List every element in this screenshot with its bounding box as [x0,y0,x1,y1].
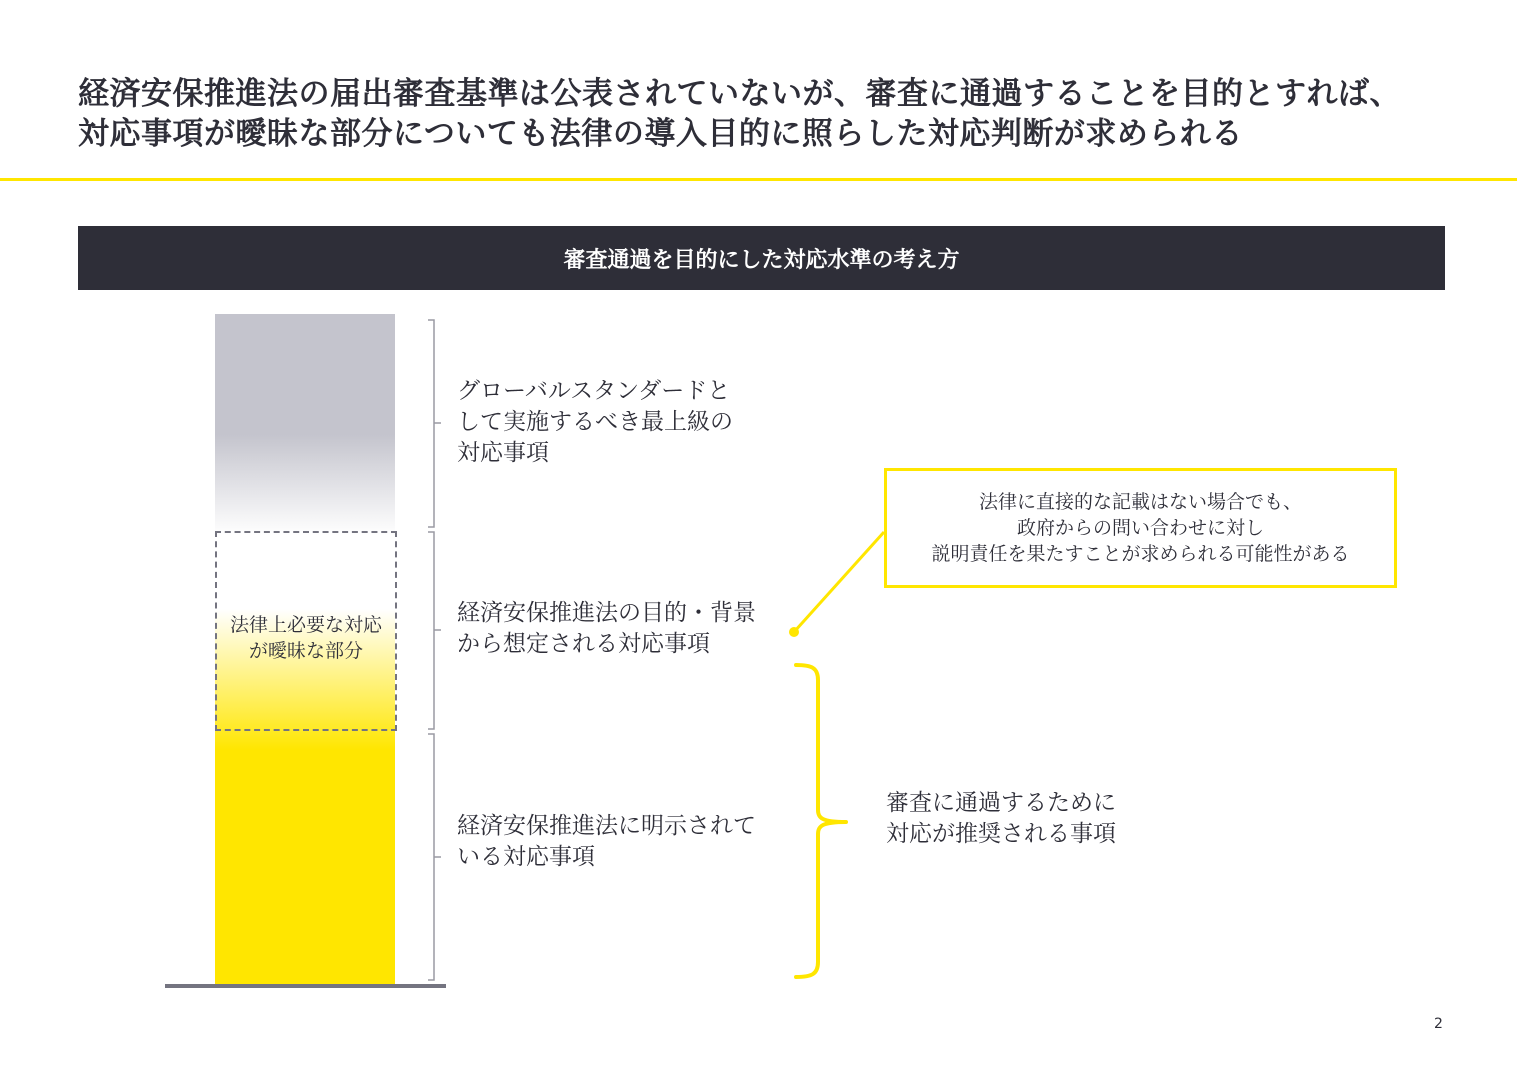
level-text-line: 経済安保推進法に明示されて [457,813,756,839]
ambiguous-area-label-line-2: が曖昧な部分 [248,640,363,662]
level-text-line: グローバルスタンダードと [457,378,731,404]
callout-box [884,468,1397,588]
level-text-line: いる対応事項 [457,844,595,870]
recommend-line-2: 対応が推奨される事項 [886,821,1116,847]
recommend-text [886,788,1286,850]
ambiguous-area-label-line-1: 法律上必要な対応 [229,614,382,636]
slide-title-line-2: 対応事項が曖昧な部分についても法律の導入目的に照らした対応判断が求められる [78,116,1243,152]
page-number: 2 [1434,1016,1443,1032]
level-text-line: 経済安保推進法の目的・背景 [457,600,756,626]
slide-title-line-1: 経済安保推進法の届出審査基準は公表されていないが、審査に通過することを目的とすれば、 [78,76,1401,112]
callout-line-3: 説明責任を果たすことが求められる可能性がある [931,543,1350,565]
section-banner-text: 審査通過を目的にした対応水準の考え方 [563,247,960,273]
level-text-law-purpose [457,598,817,660]
level-text-global-standard [457,376,817,469]
level-text-line: 対応事項 [457,440,549,466]
level-text-line: から想定される対応事項 [457,631,710,657]
recommend-line-1: 審査に通過するために [886,790,1116,816]
bracket-middle [428,532,441,729]
callout-line-1: 法律に直接的な記載はない場合でも、 [978,491,1302,513]
level-text-explicit-law [457,811,817,873]
bracket-bottom [428,734,441,980]
level-text-line: して実施するべき最上級の [457,409,733,435]
bracket-top [428,320,441,527]
callout-line-2: 政府からの問い合わせに対し [1016,517,1264,539]
